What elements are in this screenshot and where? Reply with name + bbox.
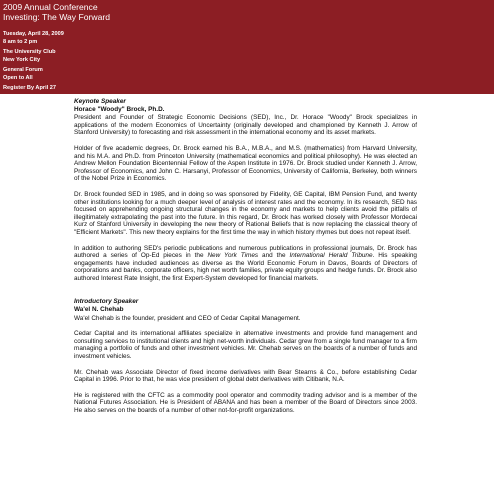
register-deadline: Register By April 27 (3, 85, 56, 91)
event-time: 8 am to 2 pm (3, 38, 38, 45)
event-date: Tuesday, April 28, 2009 (3, 31, 64, 37)
venue-block (3, 49, 56, 64)
keynote-label: Keynote Speaker (74, 98, 126, 105)
title-line-2: Investing: The Way Forward (3, 12, 110, 22)
newspaper-title: New York Times (207, 252, 259, 260)
speaker-bios (74, 98, 417, 423)
keynote-paragraph-2: Holder of five academic degrees, Dr. Brock earned his B.A., M.B.A., and M.S. (mathematics) from Harvard University, and his M.A. and Ph.D. from Princeton University (mathematical economics and political philosophy). He was elected an Andrew Mellon Foundation Bicentennial Fellow of the Aspen Institute in 1976. Dr. Brock studied under Kenneth J. Arrow, Professor of Economics, and John C. Harsanyi, Professor of Economics, University of California, Berkeley, both winners of the Nobel Prize in Economics. (74, 144, 417, 183)
forum-block (3, 67, 43, 82)
intro-paragraph-3: Mr. Chehab was Associate Director of fixed income derivatives with Bear Stearns & Co., before establishing Cedar Capital in 1996. Prior to that, he was vice president of global debt derivatives with Citibank, N.A. (74, 368, 417, 384)
conference-title (3, 2, 110, 22)
keynote-name: Horace "Woody" Brock, Ph.D. (74, 105, 165, 113)
keynote-paragraph-3: Dr. Brock founded SED in 1985, and in doing so was sponsored by Fidelity, GE Capital, IBM Pension Fund, and twenty other institutions looking for a much deeper level of analysis of interest rates and the economy. In its research, SED has focused on apprehending ongoing structural changes in the economy and markets to help clients avoid the pitfalls of illegitimately extrapolating the past into the future. In this regard, Dr. Brock has worked closely with Professor Mordecai Kurz of Stanford University in developing the new theory of Rational Beliefs that is now replacing the classical theory of "Efficient Markets". This new theory explains for the first time the way in which history rhymes but does not repeat itself. (74, 190, 417, 236)
forum-access: Open to All (3, 74, 33, 81)
paragraph-text: . His speaking engagements have included audiences as diverse as the World Economic Forum in Davos, Boards of Directors of corporations and banks, corporate officers, high net worth families, private equity groups and hedge funds. Dr. Brock also authored Interest Rate Insight, the first Expert-System developed for financial markets. (74, 252, 417, 282)
section-spacer (74, 290, 417, 298)
venue-city: New York City (3, 56, 41, 63)
title-line-1: 2009 Annual Conference (3, 2, 98, 12)
date-block (3, 31, 64, 46)
intro-name: Wa'el N. Chehab (74, 306, 124, 314)
forum-name: General Forum (3, 67, 43, 73)
paragraph-text: and the (258, 252, 290, 260)
intro-paragraph-1: Wa'el Chehab is the founder, president and CEO of Cedar Capital Management. (74, 314, 301, 322)
keynote-paragraph-4 (74, 245, 417, 283)
paragraph-text: In addition to authoring SED's periodic publications and numerous publications in professional journals, Dr. Brock has authored a series of Op-Ed pieces in the (74, 244, 417, 260)
intro-label: Introductory Speaker (74, 298, 139, 306)
newspaper-title: International Herald Tribune (289, 252, 373, 260)
venue-name: The University Club (3, 49, 56, 55)
conference-header (0, 0, 494, 94)
intro-paragraph-4: He is registered with the CFTC as a commodity pool operator and commodity trading advisor and is a member of the National Futures Association. He is President of ABANA and has been a member of the Board of Directors since 2003. He also serves on the boards of a number of other not-for-profit organizations. (74, 391, 417, 414)
intro-paragraph-2: Cedar Capital and its international affiliates specialize in alternative investments and provide fund management and consulting services to institutional clients and high net-worth individuals. Cedar grew from a single fund manager to a firm managing a portfolio of funds and other investment vehicles. Mr. Chehab serves on the boards of a number of funds and investment vehicles. (74, 330, 417, 361)
keynote-paragraph-1: President and Founder of Strategic Economic Decisions (SED), Inc., Dr. Horace "Woody" Brock specializes in applications of the modern Economics of Uncertainty (originally developed and championed by Kenneth J. Arrow of Stanford University) to forecasting and risk assessment in the international economy and its asset markets. (74, 114, 417, 137)
